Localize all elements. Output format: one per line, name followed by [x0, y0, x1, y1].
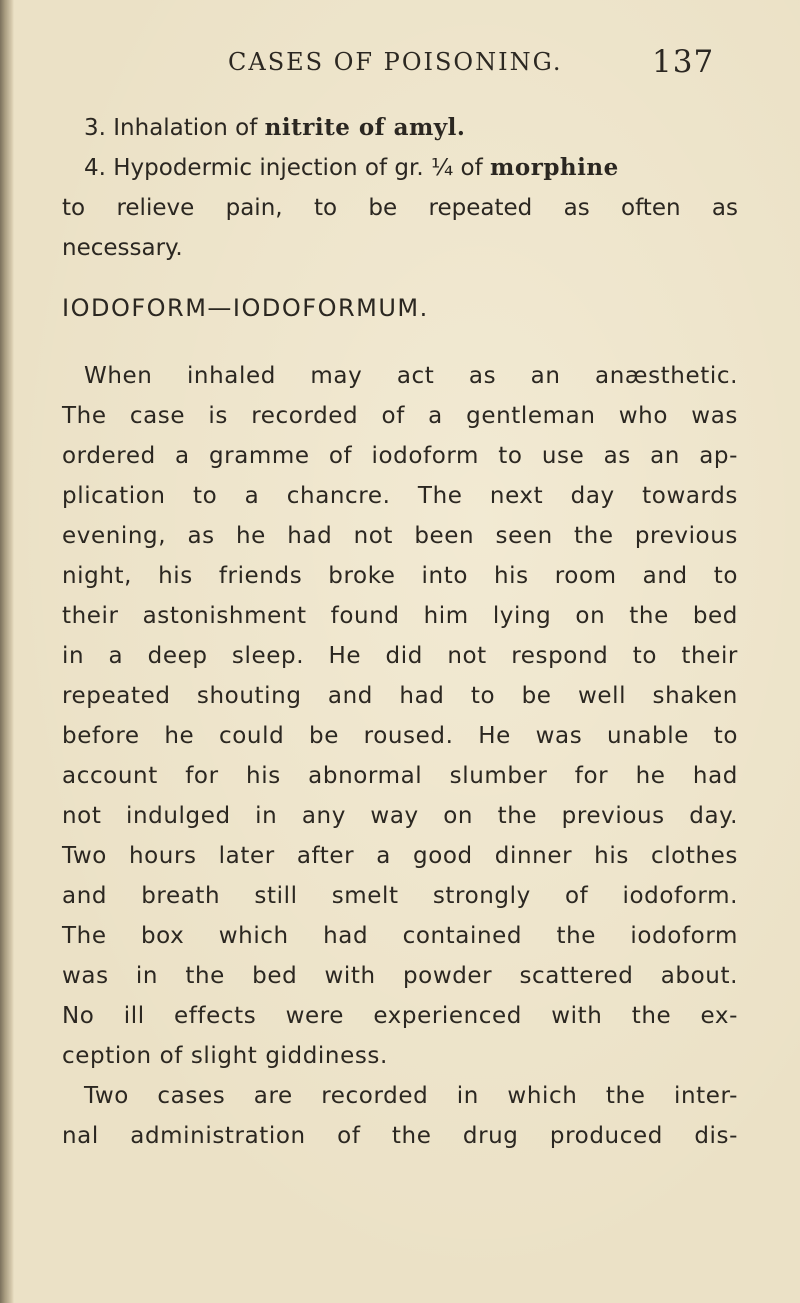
- paragraph-line: plication to a chancre. The next day towards: [62, 483, 738, 509]
- paragraph-line: evening, as he had not been seen the previous: [62, 523, 738, 549]
- paragraph-line: was in the bed with powder scattered about.: [62, 963, 738, 989]
- page-number: 137: [652, 44, 715, 80]
- list-item-4-line-2: to relieve pain, to be repeated as often as: [62, 195, 738, 221]
- page-header: [228, 44, 768, 88]
- list-item-4: [62, 148, 738, 188]
- paragraph-line: not indulged in any way on the previous day.: [62, 803, 738, 829]
- list-item-3: [62, 108, 738, 148]
- paragraph-line: repeated shouting and had to be well shaken: [62, 683, 738, 709]
- binding-edge: [0, 0, 14, 1303]
- paragraph-1: [62, 356, 738, 1076]
- paragraph-line: nal administration of the drug produced dis-: [62, 1123, 738, 1149]
- paragraph-line: ordered a gramme of iodoform to use as an ap-: [62, 443, 738, 469]
- paragraph-line: and breath still smelt strongly of iodoform.: [62, 883, 738, 909]
- section-heading: IODOFORM—IODOFORMUM.: [62, 294, 429, 322]
- list-item-3-text: 3. Inhalation of: [84, 115, 265, 141]
- paragraph-line: night, his friends broke into his room and to: [62, 563, 738, 589]
- paragraph-line: The case is recorded of a gentleman who was: [62, 403, 738, 429]
- paragraph-line: Two cases are recorded in which the inter-: [84, 1083, 738, 1109]
- paragraph-line: account for his abnormal slumber for he had: [62, 763, 738, 789]
- paragraph-line: Two hours later after a good dinner his clothes: [62, 843, 738, 869]
- body-text: [62, 108, 738, 1156]
- list-item-4-line-3: necessary.: [62, 235, 183, 261]
- paragraph-line: No ill effects were experienced with the ex-: [62, 1003, 738, 1029]
- list-item-4-emphasis: morphine: [490, 154, 619, 181]
- paragraph-line: their astonishment found him lying on the bed: [62, 603, 738, 629]
- list-item-3-emphasis: nitrite of amyl.: [264, 114, 466, 141]
- paragraph-line: in a deep sleep. He did not respond to their: [62, 643, 738, 669]
- paragraph-line: When inhaled may act as an anæsthetic.: [84, 363, 738, 389]
- running-title: CASES OF POISONING.: [228, 48, 563, 76]
- paragraph-line: The box which had contained the iodoform: [62, 923, 738, 949]
- list-item-4-text: 4. Hypodermic injection of gr. ¼ of: [84, 155, 491, 181]
- paragraph-2: [62, 1076, 738, 1156]
- paragraph-line: before he could be roused. He was unable to: [62, 723, 738, 749]
- paragraph-line: ception of slight giddiness.: [62, 1043, 388, 1069]
